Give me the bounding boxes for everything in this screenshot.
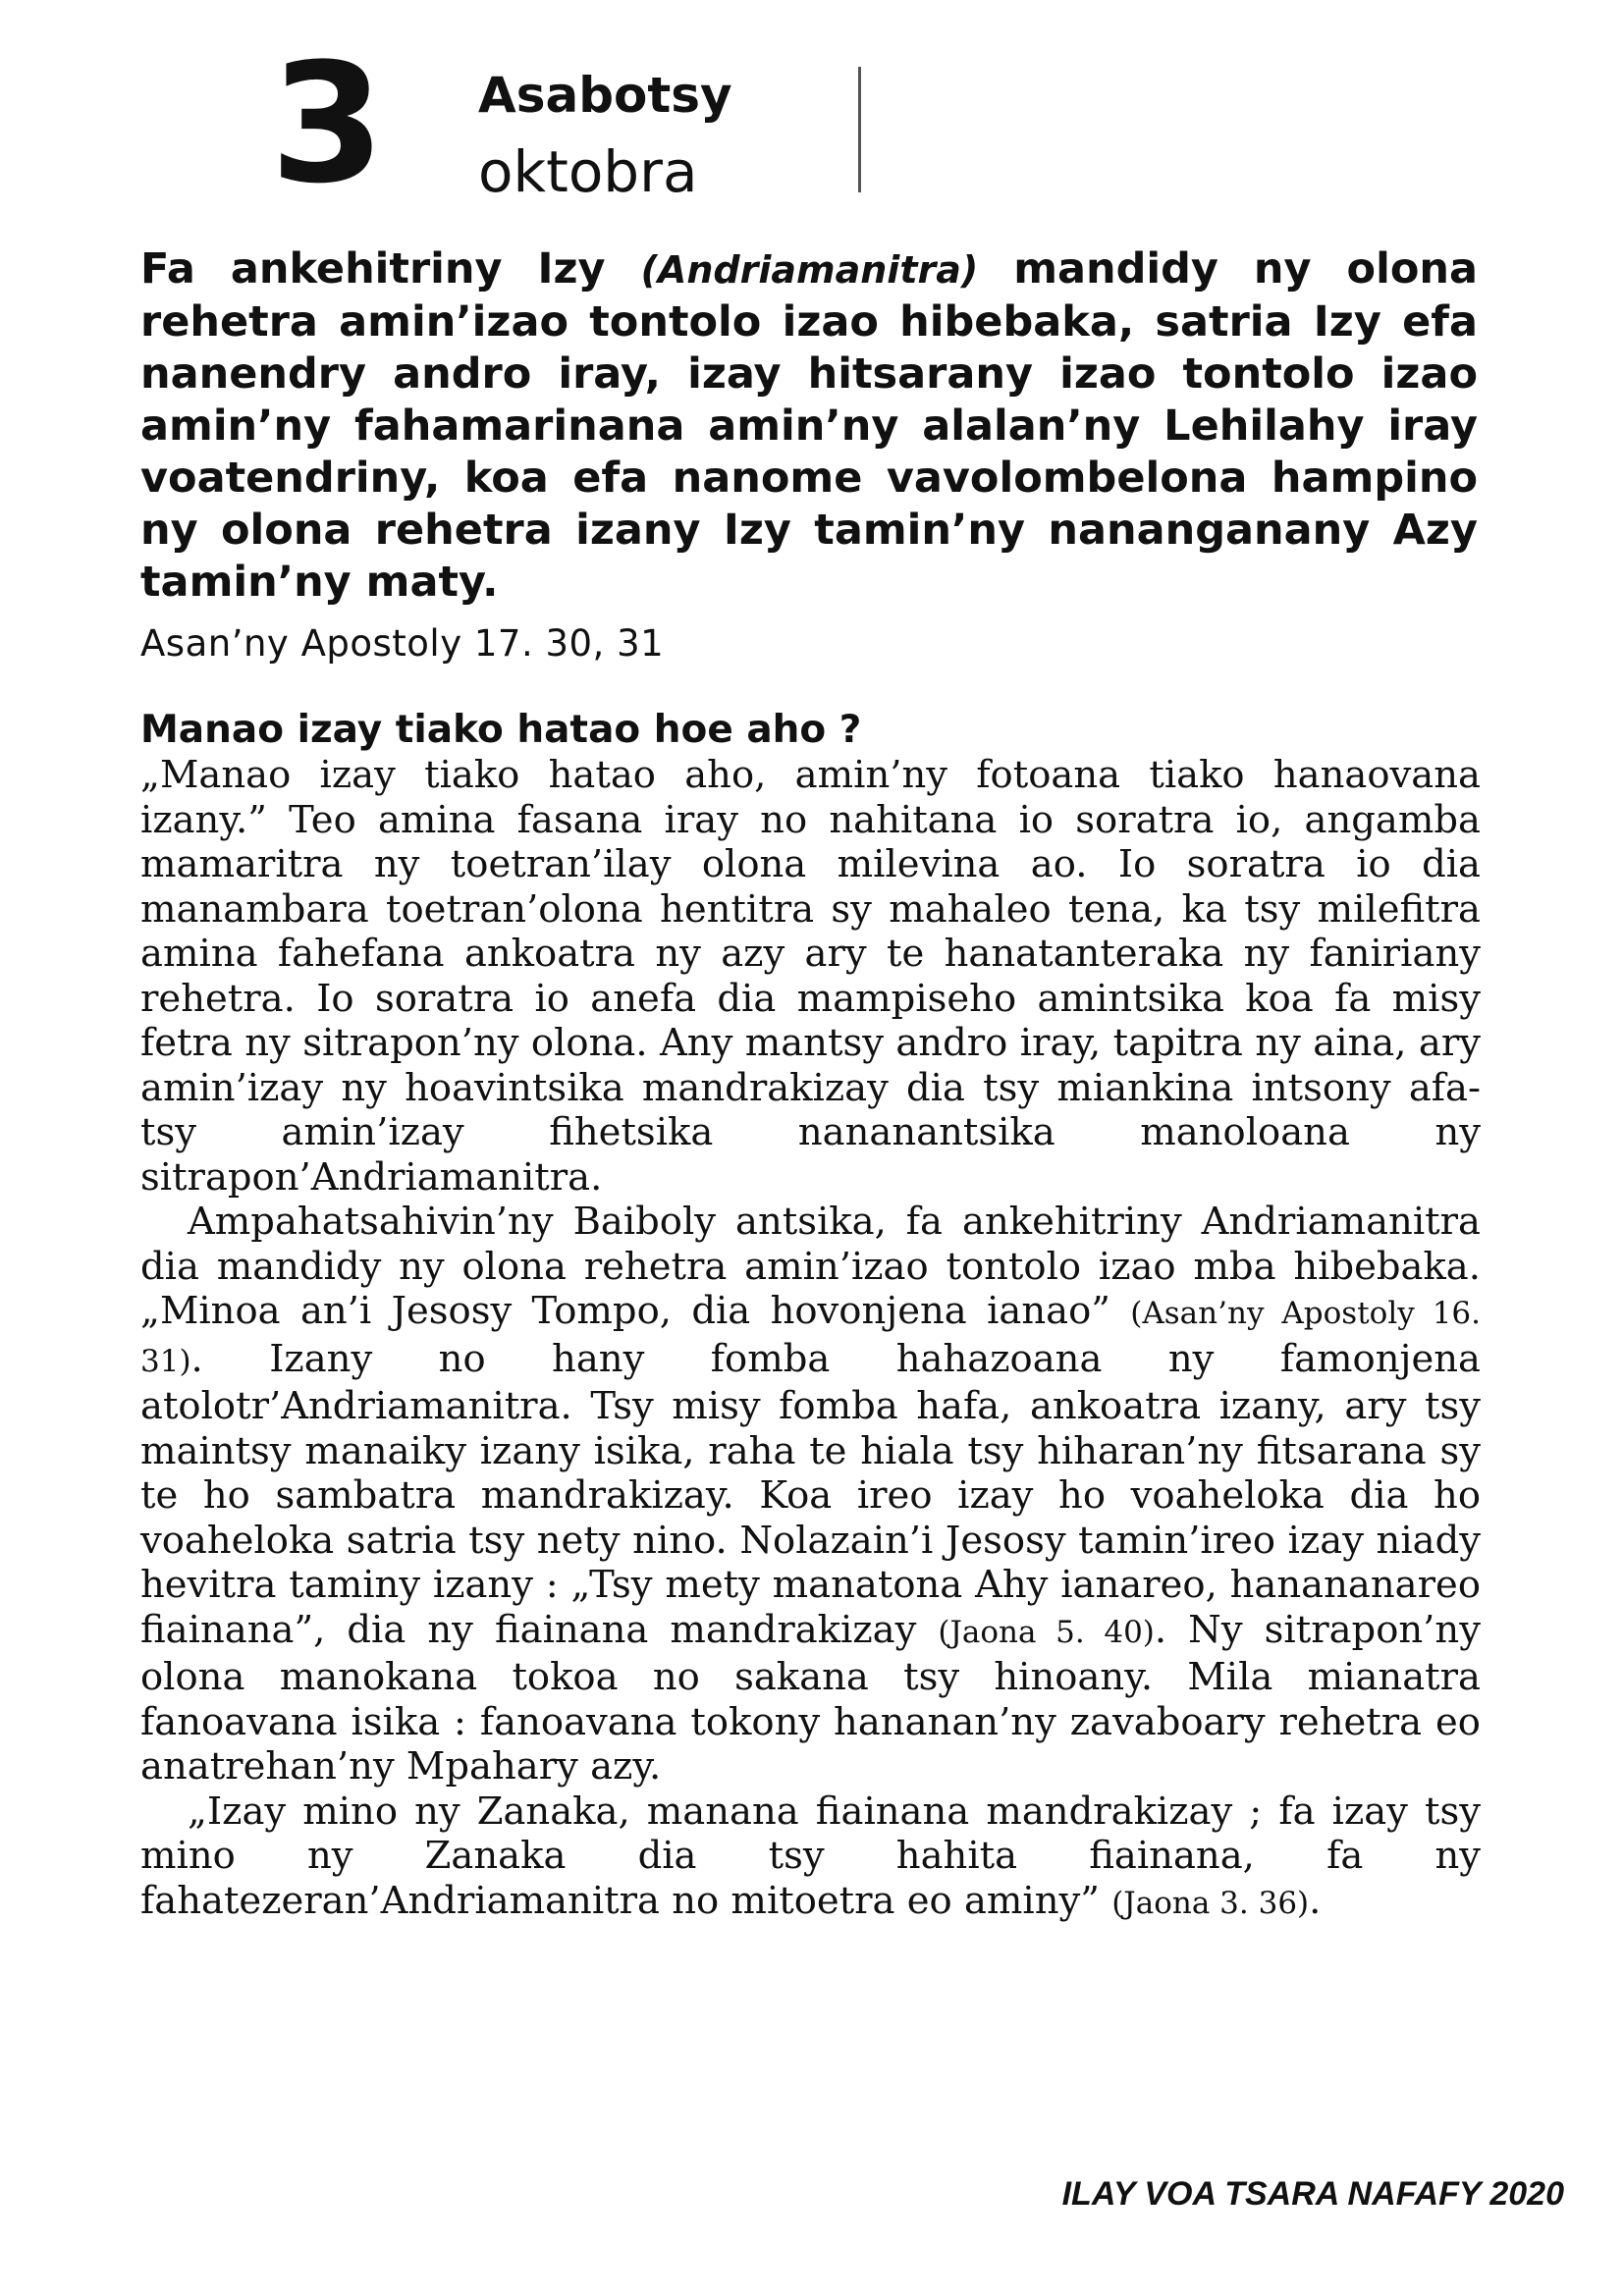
scripture-reference: (Asan’ny Apostoly 16. 31) [140,1296,1481,1379]
verse-reference: Asan’ny Apostoly 17. 30, 31 [140,622,665,665]
header-divider [858,67,861,192]
month-label: oktobra [478,138,698,205]
paragraph-2-part-a: Ampahatsahivin’ny Baiboly antsika, fa ankehitriny Andriamanitra dia mandidy ny olona rehetra amin’izao tontolo izao mba hibebaka. „Minoa an’i Jesosy Tompo, dia hovonjena ianao” [140,1200,1481,1333]
verse-text-end: mandidy ny olona rehetra amin’izao tontolo izao hibebaka, satria Izy efa nanendry andro iray, izay hitsarany izao tontolo izao amin’ny fahamarinana amin’ny alalan’ny Lehilahy iray voatendriny, koa efa nanome vavolombelona hampino ny olona rehetra izany Izy tamin’ny nananganany Azy tamin’ny maty. [140,244,1478,607]
scripture-reference: (Jaona 3. 36) [1111,1885,1310,1921]
article-body [140,753,1481,1926]
weekday-label: Asabotsy [478,67,732,124]
paragraph-3 [140,1789,1481,1927]
paragraph-1: „Manao izay tiako hatao aho, amin’ny fotoana tiako hanaovana izany.” Teo amina fasana iray no nahitana io soratra io, angamba mamaritra ny toetran’ilay olona milevina ao. Io soratra io dia manambara toetran’olona hentitra sy mahaleo tena, ka tsy milefitra amina fahefana ankoatra ny azy ary te hanatanteraka ny faniriany rehetra. Io soratra io anefa dia mampiseho amintsika koa fa misy fetra ny sitrapon’ny olona. Any mantsy andro iray, tapitra ny aina, ary amin’izay ny hoavintsika mandrakizay dia tsy miankina intsony afa-tsy amin’izay fihetsika nananantsika manoloana ny sitrapon’Andriamanitra. [140,753,1481,1200]
publication-title: ILAY VOA TSARA NAFAFY 2020 [1061,2175,1564,2213]
verse-parenthetical: (Andriamanitra) [640,248,979,292]
paragraph-3-part-b: . [1309,1878,1322,1923]
article-title: Manao izay tiako hatao hoe aho ? [140,708,862,752]
date-number: 3 [270,27,381,220]
scripture-reference: (Jaona 5. 40) [938,1614,1155,1650]
paragraph-3-part-a: „Izay mino ny Zanaka, manana fiainana mandrakizay ; fa izay tsy mino ny Zanaka dia tsy hahita fiainana, fa ny fahatezeran’Andriamanitra no mitoetra eo aminy” [140,1789,1481,1923]
paragraph-2-part-c: . Ny sitrapon’ny olona manokana tokoa no sakana tsy hinoany. Mila mianatra fanoavana isika : fanoavana tokony hananan’ny zavaboary rehetra eo anatrehan’ny Mpahary azy. [140,1607,1481,1789]
verse-text-start: Fa ankehitriny Izy [140,244,641,294]
paragraph-2-part-b: . Izany no hany fomba hahazoana ny famonjena atolotr’Andriamanitra. Tsy misy fomba hafa, ankoatra izany, ary tsy maintsy manaiky izany isika, raha te hiala tsy hiharan’ny fitsarana sy te ho sambatra mandrakizay. Koa ireo izay ho voaheloka dia ho voaheloka satria tsy nety nino. Nolazain’i Jesosy tamin’ireo izay niady hevitra taminy izany : „Tsy mety manatona Ahy ianareo, hanananareo fiainana”, dia ny fiainana mandrakizay [140,1336,1481,1652]
verse-text [140,243,1478,609]
paragraph-2 [140,1200,1481,1789]
